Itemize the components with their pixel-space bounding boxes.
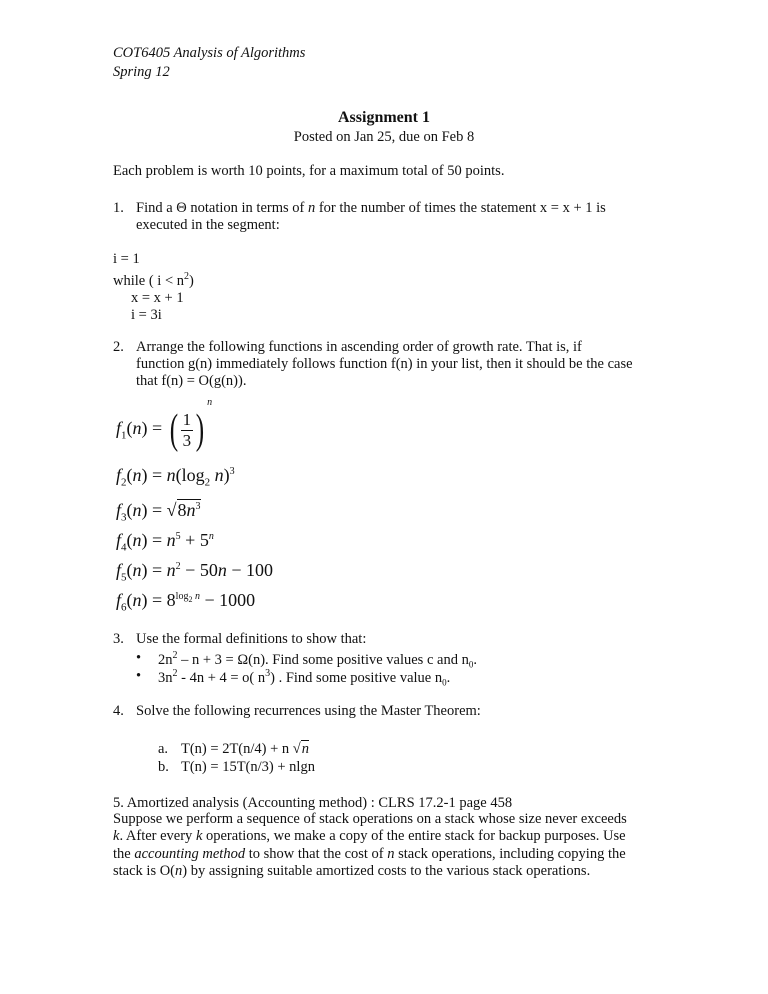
page-title: Assignment 1	[337, 109, 430, 126]
problem-1-line-2: executed in the segment:	[136, 217, 280, 233]
item-label: a.	[158, 741, 169, 757]
problem-5-heading: 5. Amortized analysis (Accounting method) : CLRS 17.2-1 page 458	[113, 795, 513, 811]
problem-number: 4.	[113, 703, 124, 719]
problem-2-line-3: that f(n) = O(g(n)).	[136, 373, 247, 389]
equation-f2: $f_2(n) = n(\log_2$ n)$^3$	[116, 465, 235, 489]
bullet-icon: •	[136, 650, 142, 666]
text: for the number of times the statement x = x + 1 is	[315, 200, 606, 216]
problem-3-bullet-1: $2n^2 - n + 3 = \Omega(n)$. Find some positive values c and $n_0$.	[158, 650, 477, 670]
equation-f6: $f_6(n) = 8^{log_2 n} - 1000$	[116, 590, 256, 614]
recurrence-b: T(n) = 15T(n/3) + nlgn	[181, 759, 315, 775]
code-line: x = x + 1	[131, 289, 184, 306]
problem-4-line-1: Solve the following recurrences using the Master Theorem:	[136, 703, 481, 719]
problem-2-line-2: function g(n) immediately follows function f(n) in your list, then it should be the case	[136, 356, 633, 372]
problem-5-line-1: Suppose we perform a sequence of stack operations on a stack whose size never exceeds	[113, 811, 627, 827]
problem-number: 3.	[113, 631, 124, 647]
code-line: i = 1	[113, 251, 140, 267]
recurrence-a: T(n) = 2T(n/4) + n √n	[181, 741, 310, 757]
intro: Each problem is worth 10 points, for a maximum total of 50 points.	[113, 163, 505, 179]
item-label: b.	[158, 759, 169, 775]
term: Spring 12	[113, 64, 170, 80]
var-n: n	[307, 200, 316, 216]
problem-2-line-1: Arrange the following functions in ascending order of growth rate. That is, if	[136, 339, 582, 355]
problem-5-line-2: k. After every k operations, we make a copy of the entire stack for backup purposes. Use	[113, 828, 626, 844]
equation-f4: $f_4(n) = n^5 + 5^n$	[116, 530, 214, 554]
problem-5-line-4: stack is O(n) by assigning suitable amortized costs to the various stack operations.	[113, 863, 591, 879]
equation-f3: $f_3(n) = √8n^3$	[116, 500, 201, 524]
equation-f1: $f_1(n)$ = ( $\frac{1}{3}$ )$^n$	[116, 397, 213, 453]
code-line: while ( $i < n^2$)	[113, 271, 194, 289]
problem-3-bullet-2: $3n^2 - 4n + 4 = o$( $n^3$) . Find some positive value $n_0$.	[158, 668, 451, 688]
problem-5-line-3: the accounting method to show that the cost of n stack operations, including copying the	[113, 846, 626, 862]
code-line: i = 3i	[131, 306, 162, 323]
problem-1-line-1	[136, 200, 606, 217]
bullet-icon: •	[136, 668, 142, 684]
problem-number: 2.	[113, 339, 124, 355]
problem-number: 1.	[113, 200, 124, 216]
subtitle: Posted on Jan 25, due on Feb 8	[293, 129, 475, 145]
problem-3-line-1: Use the formal definitions to show that:	[136, 631, 367, 647]
text: Find a Θ notation in terms of	[136, 200, 308, 216]
code-segment	[113, 251, 194, 324]
equation-f5: $f_5(n) = n^2 - 50n - 100$	[116, 560, 273, 584]
course-title: COT6405 Analysis of Algorithms	[113, 45, 306, 61]
problem-1	[113, 200, 124, 217]
